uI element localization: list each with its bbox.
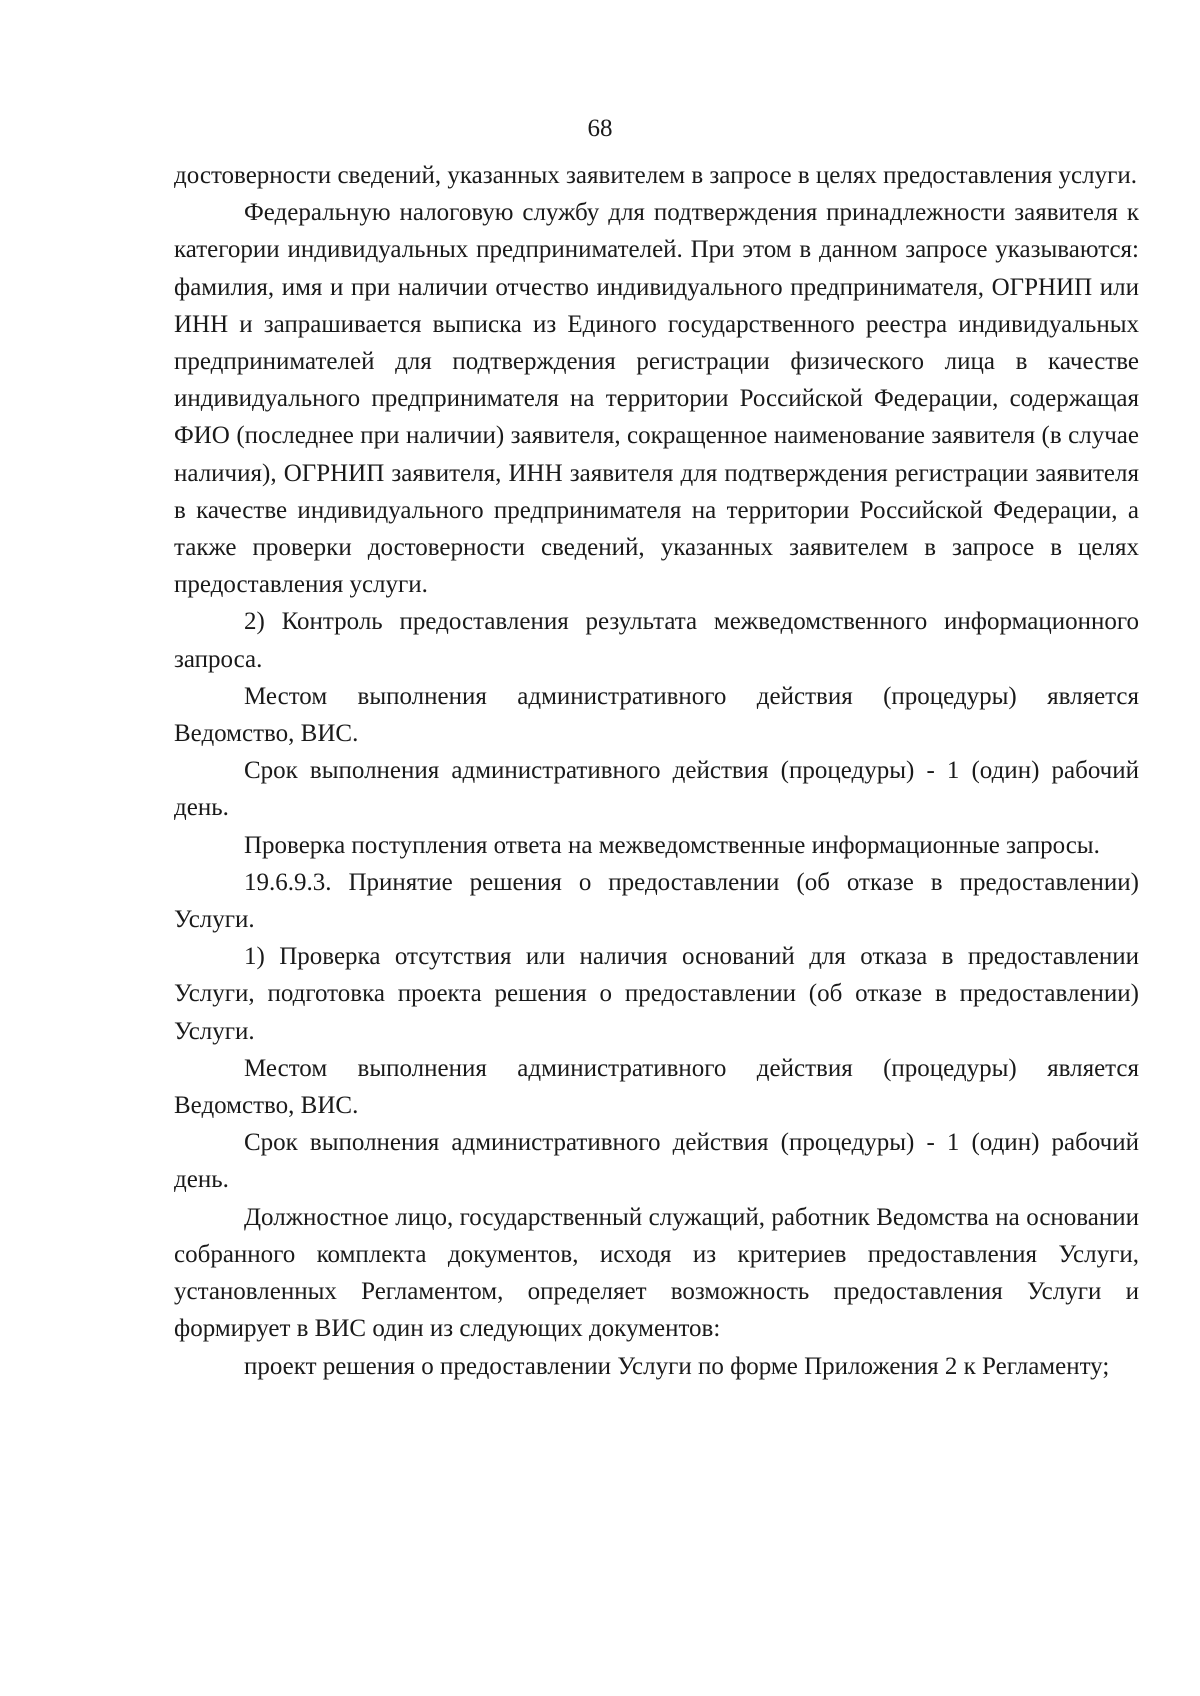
paragraph-place-of-execution: Местом выполнения административного действия (процедуры) является Ведомство, ВИС. <box>174 682 1139 748</box>
paragraph-place-of-execution-2: Местом выполнения административного действия (процедуры) является Ведомство, ВИС. <box>174 1054 1139 1120</box>
paragraph-control-result: 2) Контроль предоставления результата межведомственного информационного запроса. <box>174 608 1139 673</box>
paragraph-execution-term: Срок выполнения административного действия (процедуры) - 1 (один) рабочий день. <box>174 757 1139 822</box>
paragraph-official-decision: Должностное лицо, государственный служащий, работник Ведомства на основании собранного комплекта документов, исходя из критериев предоставления Услуги, установленных Регламентом, определяет возможность предоставления Услуги и формирует в ВИС один из следующих документов: <box>174 1203 1139 1343</box>
paragraph-grounds-check: 1) Проверка отсутствия или наличия оснований для отказа в предоставлении Услуги, подготовка проекта решения о предоставлении (об отказе в предоставлении) Услуги. <box>174 943 1139 1045</box>
paragraph-section-heading: 19.6.9.3. Принятие решения о предоставлении (об отказе в предоставлении) Услуги. <box>174 868 1139 934</box>
paragraph-tax-service-request: Федеральную налоговую службу для подтверждения принадлежности заявителя к категории индивидуальных предпринимателей. При этом в данном запросе указываются: фамилия, имя и при наличии отчество индивидуального предпринимателя, ОГРНИП или ИНН и запрашивается выписка из Единого государственного реестра индивидуальных предпринимателей для подтверждения регистрации физического лица в качестве индивидуального предпринимателя на территории Российской Федерации, содержащая ФИО (последнее при наличии) заявителя, сокращенное наименование заявителя (в случае наличия), ОГРНИП заявителя, ИНН заявителя для подтверждения регистрации заявителя в качестве индивидуального предпринимателя на территории Российской Федерации, а также проверки достоверности сведений, указанных заявителем в запросе в целях предоставления услуги. <box>174 199 1139 599</box>
paragraph-response-check: Проверка поступления ответа на межведомственные информационные запросы. <box>244 831 1100 859</box>
document-body <box>174 157 1139 1385</box>
paragraph-execution-term-2: Срок выполнения административного действия (процедуры) - 1 (один) рабочий день. <box>174 1129 1139 1194</box>
page-number: 68 <box>587 115 613 142</box>
paragraph-continuation: достоверности сведений, указанных заявителем в запросе в целях предоставления услуги. <box>174 162 1137 189</box>
paragraph-draft-decision: проект решения о предоставлении Услуги по форме Приложения 2 к Регламенту; <box>244 1352 1110 1380</box>
